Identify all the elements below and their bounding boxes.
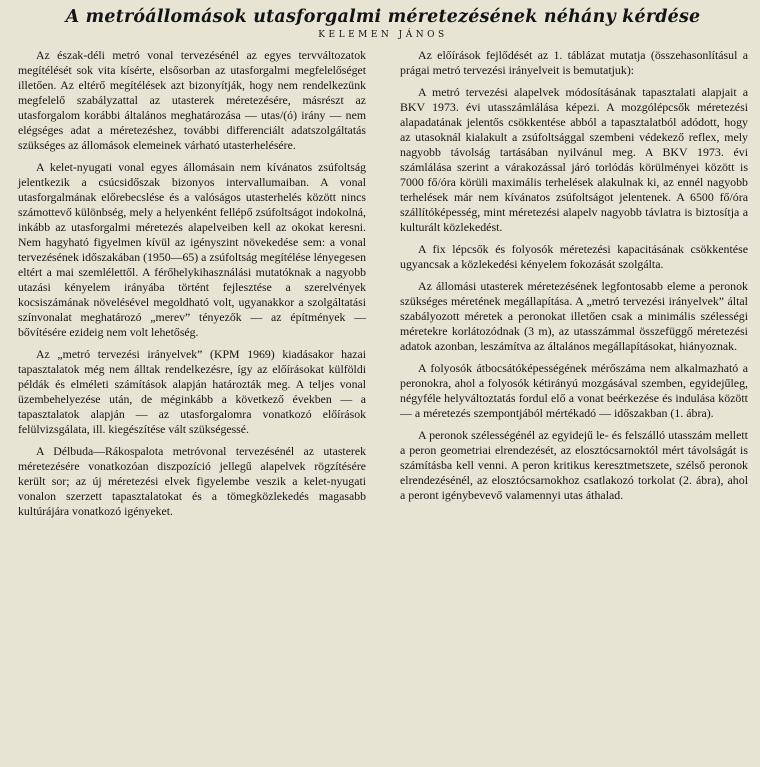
paragraph: A fix lépcsők és folyosók méretezési kapacitásának csökkentése ugyancsak a közlekedési kényelem fokozását szolgálta.	[400, 242, 748, 271]
paragraph: A Délbuda—Rákospalota metróvonal tervezésénél az utasterek méretezésére vonatkozóan diszpozíció jellegű alapelvek rögzítésére került sor; az új méretezési elvek figyelembe veszik a kelet-nyugati vonalon szerzett tapasztalatokat és a tömegközlekedés magasabb kultúrájára vonatkozó igényeket.	[18, 444, 366, 518]
article-title: A metróállomások utasforgalmi méretezésének néhány kérdése	[65, 7, 701, 27]
paragraph: A metró tervezési alapelvek módosításának tapasztalati alapjait a BKV 1973. évi utasszámlálása képezi. A mozgólépcsők méretezési alapadatának jelentős csökkentése abból a tapasztalatból adódott, hogy az utasoknál kialakult a zsúfoltsággal szembeni védekező reflex, mely nagyobb távolság tartásában nyilvánul meg. A BKV 1973. évi számlálása szerint a várakozással járó torlódás körülményei között is 7000 fő/óra körüli maximális terhelések alakulnak ki, az ennél nagyobb terhelések már nem kívánatos zsúfoltságot jelentenek. A 6500 fő/óra szállítóképesség, mint méretezési alapelv nagyobb távlatra is biztosítja a kulturált közlekedést.	[400, 85, 748, 234]
left-column	[18, 46, 366, 526]
paragraph: Az előírások fejlődését az 1. táblázat mutatja (összehasonlításul a prágai metró tervezési irányelveit is bemutatjuk):	[400, 48, 748, 77]
paragraph: Az „metró tervezési irányelvek” (KPM 1969) kiadásakor hazai tapasztalatok még nem álltak rendelkezésre, így az előírásokat külföldi példák és elméleti számítások alapján határozták meg. A teljes vonal üzembehelyezése után, de méginkább a következő években — a tapasztalatok alapján — az utasforgalomra vonatkozó előírások felülvizsgálata, ill. kiegészítése vált szükségessé.	[18, 347, 366, 436]
paragraph: Az állomási utasterek méretezésének legfontosabb eleme a peronok szükséges méretének megállapítása. A „metró tervezési irányelvek” által szabályozott méretek a peronokat illetően csak a minimális szélességi méretekre korlátozódnak (3 m), az utasszámmal összefüggő méretezési adatok azonban, leszámítva az általános megállapításokat, hiányoznak.	[400, 279, 748, 353]
author-name: KELEMEN JÁNOS	[318, 30, 448, 40]
paragraph: A folyosók átbocsátóképességének mérőszáma nem alkalmazható a peronokra, ahol a folyosók kétirányú mozgásával szemben, egyidejűleg, négyféle helyváltoztatás fordul elő a vonat beérkezése és indulása között — a méretezés szempontjából mértékadó — időszakban (1. ábra).	[400, 361, 748, 420]
paragraph: A kelet-nyugati vonal egyes állomásain nem kívánatos zsúfoltság jelentkezik a csúcsidőszak bizonyos intervallumaiban. A vonal utasforgalmának előrebecslése és a valóságos utasterhelés között nincs számottevő különbség, mely a helyenként fellépő zsúfoltságot indokolná, inkább az utasforgalmi méretezés alapelveiben kell az okokat keresni. Nem hagyható figyelmen kívül az igényszint növekedése sem: a vonal tervezésének időszakában (1950—65) a zsúfoltság megítélése lényegesen eltért a mai szemlélettől. A férőhelykihasználási mutatóknak a nagyobb utazási kényelem irányába történt fejlesztése a szerelvények kocsiszámának növelésével megoldható volt, ugyanakkor a szolgáltatási színvonalat meghatározó „merev” tényezők — az építmények — bővítésére ezideig nem volt lehetőség.	[18, 160, 366, 339]
paragraph: A peronok szélességénél az egyidejű le- és felszálló utasszám mellett a peron geometriai elrendezését, az elosztócsarnoktól mért távolságát is számításba kell venni. A peron kritikus keresztmetszete, szélső peronok elrendezésénél, az elosztócsarnokhoz csatlakozó torkolat (2. ábra), ahol a peront igénybevevő valamennyi utas áthalad.	[400, 428, 748, 502]
right-column	[400, 46, 748, 526]
article-body	[18, 46, 748, 526]
paragraph: Az észak-déli metró vonal tervezésénél az egyes tervváltozatok megítélését sok vita kísérte, elsősorban az utasforgalmi megfelelőséget illetően. Az eltérő megítélések azt bizonyítják, hogy nem rendelkezünk megfelelő szabályzattal az utasterek méretezésére, másrészt az utasforgalom korábbi általános meghatározása — utas/(ó) irány — nem elégséges adat a méretezéshez, további differenciált adatszolgáltatás szükséges az állomások elemeinek várható utasterhelésére.	[18, 48, 366, 152]
